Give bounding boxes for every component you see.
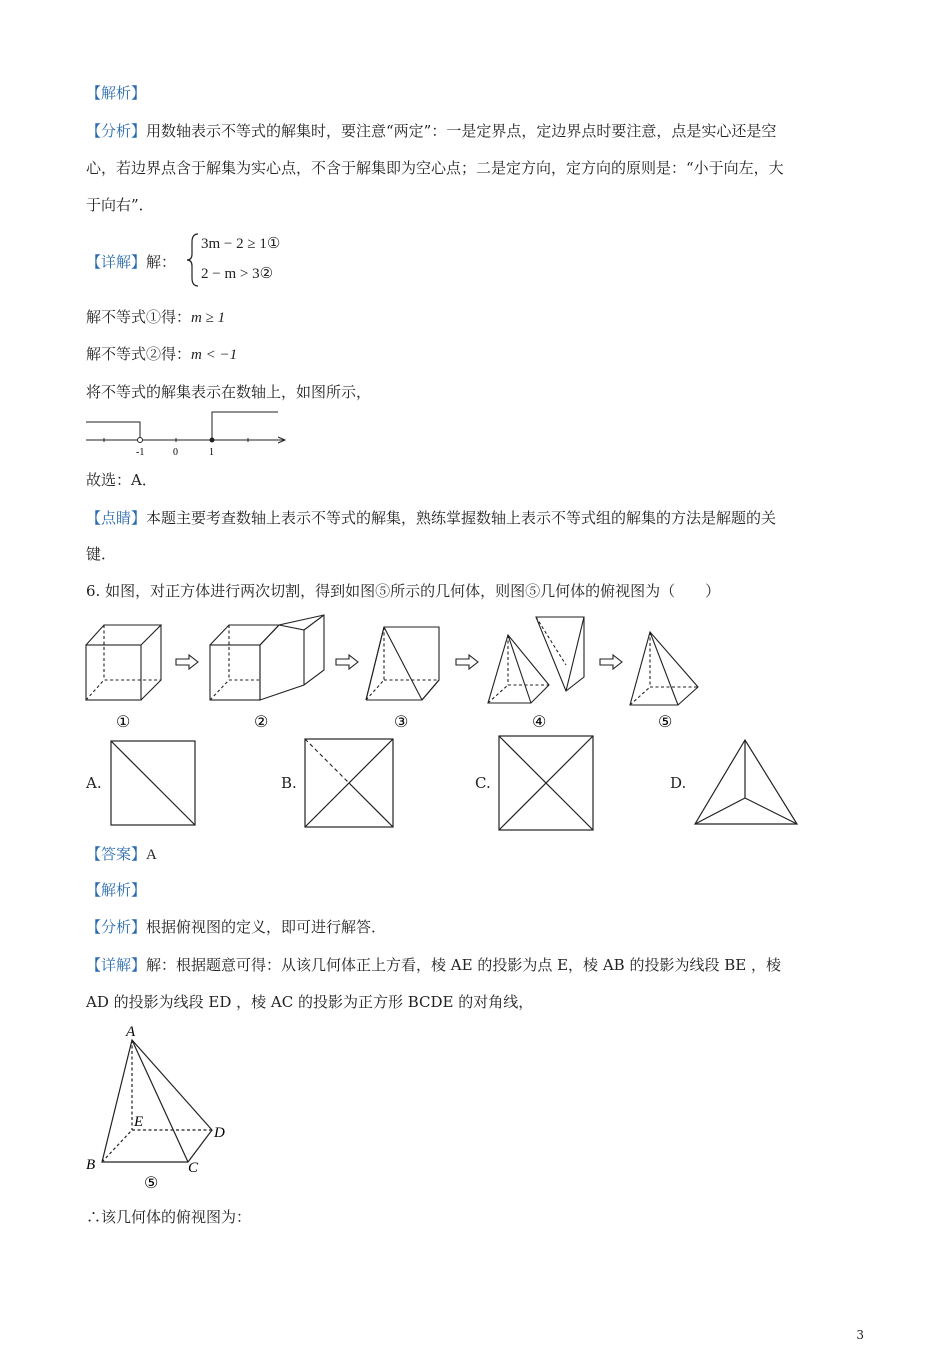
solution-ray-left [86,422,140,440]
system-eq-2: 2 − m > 3② [201,266,274,282]
xiangjie-line [86,251,176,272]
page-number: 3 [856,1328,864,1342]
vertex-a: A [126,1024,136,1040]
vertex-e: E [134,1114,144,1130]
q6-fenxi-line [86,916,386,937]
vertex-d: D [214,1125,225,1141]
answer-line [86,843,157,864]
jiexi-tag: 【解析】 [86,84,147,102]
dianjing-text-1: 本题主要考查数轴上表示不等式的解集，熟练掌握数轴上表示不等式组的解集的方法是解题的关 [146,509,777,527]
arrow-icon [176,655,198,669]
fenxi-line-1 [86,120,776,141]
label-1: 1 [209,447,214,458]
labeled-pyramid-figure [84,1022,244,1197]
option-a-figure [110,740,196,826]
xiangjie-tag: 【详解】 [86,253,147,271]
fenxi-tag: 【分析】 [86,122,147,140]
figure-5-pyramid [630,632,698,705]
fenxi-line-3: 于向右”． [86,196,154,214]
vertex-c: C [188,1160,199,1176]
fenxi-line-2: 心，若边界点含于解集为实心点，不含于解集即为空心点；二是定方向，定方向的原则是：“小于向左，大 [86,159,784,177]
dianjing-tag: 【点睛】 [86,509,147,527]
q6-fenxi-tag: 【分析】 [86,918,147,936]
label-m1: -1 [136,447,145,458]
solution-ray-right [212,412,278,440]
figure-label-2: ② [254,714,269,731]
solve1-math: m ≥ 1 [191,310,226,326]
system-eq-1: 3m − 2 ≥ 1① [201,236,281,252]
solve1-text: 解不等式①得： [86,308,192,326]
guxuan: 故选：A． [86,471,157,489]
option-b-label: B. [281,774,297,792]
figure-label-5: ⑤ [658,714,673,731]
arrow-icon [456,655,478,669]
xiangjie-prefix: 解： [146,253,177,271]
option-c-label: C. [475,774,491,792]
conclusion: ∴该几何体的俯视图为： [86,1208,252,1226]
numberline-intro: 将不等式的解集表示在数轴上，如图所示， [86,383,372,401]
daan-tag: 【答案】 [86,845,147,863]
daan-value: A [146,847,157,863]
q6-stem: 6. 如图，对正方体进行两次切割，得到如图⑤所示的几何体，则图⑤几何体的俯视图为（ ） [86,582,721,600]
solve2-math: m < −1 [191,347,238,363]
open-point-m1 [138,438,143,443]
option-b-figure [304,738,394,828]
figure-label-1: ① [116,714,131,731]
dianjing-line-2: 键． [86,545,117,563]
fenxi-text-1: 用数轴表示不等式的解集时，要注意“两定”：一是定界点，定边界点时要注意，点是实心还是空 [146,122,777,140]
q6-xiangjie-tag: 【详解】 [86,956,147,974]
number-line [86,405,296,460]
q6-fenxi-text: 根据俯视图的定义，即可进行解答． [146,918,387,936]
figure-4-pieces [488,617,584,703]
figure-1-cube [86,625,161,700]
figure-2-cut-cube [210,615,324,700]
option-d-figure [693,738,799,828]
label-0: 0 [173,447,178,458]
q6-jiexi-tag: 【解析】 [86,881,147,899]
figure-label-4: ④ [532,714,547,731]
solve2-text: 解不等式②得： [86,345,192,363]
option-c-figure [498,735,594,831]
figure-3-prism [366,627,439,700]
q6-xiangjie-line-2: AD 的投影为线段 ED ，棱 AC 的投影为正方形 BCDE 的对角线， [86,993,534,1011]
q6-xiangjie-text-1: 解：根据题意可得：从该几何体正上方看，棱 AE 的投影为点 E，棱 AB 的投影为线段 BE ，棱 [146,956,781,974]
dianjing-line-1 [86,507,776,528]
solid-figure-number: ⑤ [144,1175,159,1192]
option-d-label: D. [670,774,687,792]
vertex-b: B [86,1157,96,1173]
q6-xiangjie-line-1 [86,954,781,975]
solve-line-1 [86,306,225,327]
solve-line-2 [86,343,237,364]
figure-label-3: ③ [394,714,409,731]
cube-cutting-figure [84,615,714,735]
arrow-icon [600,655,622,669]
option-a-label: A. [86,774,102,792]
closed-point-1 [210,438,215,443]
arrow-icon [336,655,358,669]
